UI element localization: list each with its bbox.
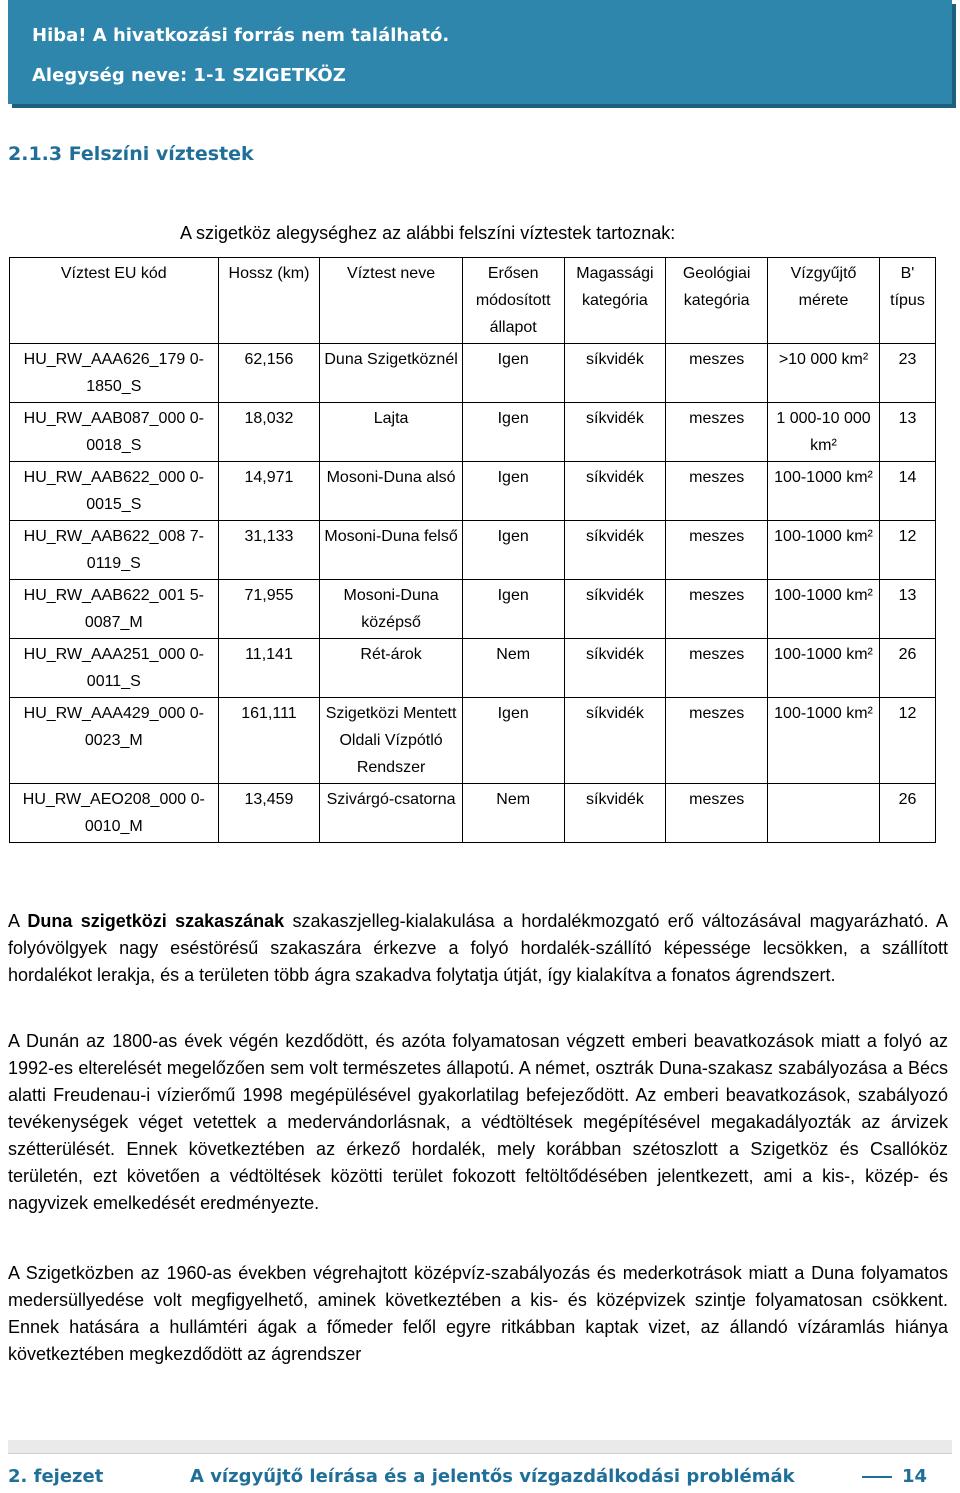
table-cell: Lajta bbox=[320, 403, 462, 462]
table-cell: 12 bbox=[879, 521, 935, 580]
table-cell: 14,971 bbox=[218, 462, 320, 521]
table-cell: Igen bbox=[462, 403, 564, 462]
table-cell: meszes bbox=[666, 462, 768, 521]
col-header: Víztest EU kód bbox=[10, 258, 219, 344]
table-cell: 13,459 bbox=[218, 784, 320, 843]
table-cell: meszes bbox=[666, 344, 768, 403]
table-cell: Rét-árok bbox=[320, 639, 462, 698]
footer-divider bbox=[8, 1440, 952, 1454]
table-cell: 100-1000 km² bbox=[768, 521, 880, 580]
table-cell: Igen bbox=[462, 462, 564, 521]
col-header: Vízgyűjtő mérete bbox=[768, 258, 880, 344]
col-header: Hossz (km) bbox=[218, 258, 320, 344]
table-header-row bbox=[10, 258, 936, 344]
intro-text: A szigetköz alegységhez az alábbi felszíni víztestek tartoznak: bbox=[180, 223, 676, 243]
table-cell: Mosoni-Duna felső bbox=[320, 521, 462, 580]
table-cell: Mosoni-Duna középső bbox=[320, 580, 462, 639]
water-bodies-table bbox=[9, 257, 936, 843]
table-cell: Szigetközi Mentett Oldali Vízpótló Rendszer bbox=[320, 698, 462, 784]
table-cell: 62,156 bbox=[218, 344, 320, 403]
table-cell: Mosoni-Duna alsó bbox=[320, 462, 462, 521]
table-cell: síkvidék bbox=[564, 580, 666, 639]
table-cell: Igen bbox=[462, 580, 564, 639]
table-cell: Szivárgó-csatorna bbox=[320, 784, 462, 843]
paragraph-3: A Szigetközben az 1960-as években végrehajtott középvíz-szabályozás és mederkotrások miatt a Duna folyamatos medersüllyedése volt megfigyelhető, aminek következtében a kis- és középvizek szintje folyamatosan csökkent. Ennek hatására a hullámtéri ágak a főmeder felől egyre ritkábban kaptak vizet, az állandó vízáramlás hiánya következtében megkezdődött az ágrendszer bbox=[8, 1263, 948, 1364]
table-cell: 26 bbox=[879, 639, 935, 698]
table-cell: meszes bbox=[666, 639, 768, 698]
table-cell: 100-1000 km² bbox=[768, 462, 880, 521]
table-cell: 71,955 bbox=[218, 580, 320, 639]
table-cell: HU_RW_AAB622_008 7-0119_S bbox=[10, 521, 219, 580]
paragraph-bold-text: Duna szigetközi szakaszának bbox=[27, 911, 285, 931]
table-row bbox=[10, 462, 936, 521]
table-cell: síkvidék bbox=[564, 462, 666, 521]
table-cell: síkvidék bbox=[564, 639, 666, 698]
table-cell: meszes bbox=[666, 403, 768, 462]
table-row bbox=[10, 344, 936, 403]
table-cell: 12 bbox=[879, 698, 935, 784]
table-cell: síkvidék bbox=[564, 698, 666, 784]
table-cell: 100-1000 km² bbox=[768, 580, 880, 639]
table-cell: 23 bbox=[879, 344, 935, 403]
col-header: Geológiai kategória bbox=[666, 258, 768, 344]
table-cell: meszes bbox=[666, 580, 768, 639]
section-title: 2.1.3 Felszíni víztestek bbox=[8, 143, 254, 165]
page-header bbox=[8, 0, 952, 104]
footer-doc-title: A vízgyűjtő leírása és a jelentős vízgazdálkodási problémák bbox=[190, 1466, 795, 1487]
table-cell: meszes bbox=[666, 698, 768, 784]
table-cell: 100-1000 km² bbox=[768, 639, 880, 698]
table-cell: 13 bbox=[879, 403, 935, 462]
col-header: Víztest neve bbox=[320, 258, 462, 344]
page-footer bbox=[0, 1440, 960, 1493]
table-cell: 14 bbox=[879, 462, 935, 521]
table-row bbox=[10, 698, 936, 784]
table-cell: Igen bbox=[462, 698, 564, 784]
table-cell: 31,133 bbox=[218, 521, 320, 580]
table-row bbox=[10, 784, 936, 843]
table-cell: Duna Szigetköznél bbox=[320, 344, 462, 403]
table-row bbox=[10, 403, 936, 462]
table-row bbox=[10, 521, 936, 580]
paragraph-text: A bbox=[8, 911, 28, 931]
table-cell: síkvidék bbox=[564, 784, 666, 843]
table-cell: Nem bbox=[462, 784, 564, 843]
table-cell: Nem bbox=[462, 639, 564, 698]
table-cell: síkvidék bbox=[564, 403, 666, 462]
paragraph-1 bbox=[8, 908, 948, 989]
table-cell: 100-1000 km² bbox=[768, 698, 880, 784]
table-cell: síkvidék bbox=[564, 344, 666, 403]
table-cell: HU_RW_AAB087_000 0-0018_S bbox=[10, 403, 219, 462]
table-cell: HU_RW_AEO208_000 0-0010_M bbox=[10, 784, 219, 843]
table-row bbox=[10, 639, 936, 698]
footer-chapter: 2. fejezet bbox=[8, 1466, 104, 1487]
table-cell: >10 000 km² bbox=[768, 344, 880, 403]
footer-dash bbox=[862, 1476, 892, 1478]
page-number: 14 bbox=[902, 1466, 928, 1487]
table-cell: Igen bbox=[462, 521, 564, 580]
table-cell: HU_RW_AAA429_000 0-0023_M bbox=[10, 698, 219, 784]
table-cell: 11,141 bbox=[218, 639, 320, 698]
table-cell bbox=[768, 784, 880, 843]
header-unit-name: Alegység neve: 1-1 SZIGETKÖZ bbox=[32, 65, 346, 86]
table-cell: síkvidék bbox=[564, 521, 666, 580]
table-cell: HU_RW_AAA251_000 0-0011_S bbox=[10, 639, 219, 698]
table-cell: 1 000-10 000 km² bbox=[768, 403, 880, 462]
header-error-line: Hiba! A hivatkozási forrás nem található. bbox=[32, 25, 450, 46]
col-header: Magassági kategória bbox=[564, 258, 666, 344]
table-row bbox=[10, 580, 936, 639]
table-cell: HU_RW_AAA626_179 0-1850_S bbox=[10, 344, 219, 403]
table-cell: HU_RW_AAB622_000 0-0015_S bbox=[10, 462, 219, 521]
col-header: B' típus bbox=[879, 258, 935, 344]
table-cell: Igen bbox=[462, 344, 564, 403]
paragraph-text: szakaszjelleg-kialakulása a hordalékmozgató erő változásával magyarázható. A folyóvölgyek nagy eséstörésű szakaszára érkezve a folyó hordalék-szállító képessége lecsökken, a szállított hordalékot lerakja, és a területen több ágra szakadva folytatja útját, így kialakítva a fonatos ágrendszert. bbox=[8, 911, 948, 985]
table-cell: 161,111 bbox=[218, 698, 320, 784]
table-cell: meszes bbox=[666, 784, 768, 843]
table-cell: 13 bbox=[879, 580, 935, 639]
table-cell: HU_RW_AAB622_001 5-0087_M bbox=[10, 580, 219, 639]
table-cell: 18,032 bbox=[218, 403, 320, 462]
col-header: Erősen módosított állapot bbox=[462, 258, 564, 344]
table-cell: 26 bbox=[879, 784, 935, 843]
table-cell: meszes bbox=[666, 521, 768, 580]
paragraph-2: A Dunán az 1800-as évek végén kezdődött, és azóta folyamatosan végzett emberi beavatkozások miatt a folyó az 1992-es elterelését megelőzően sem volt természetes állapotú. A német, osztrák Duna-szakasz szabályozása a Bécs alatti Freudenau-i vízierőmű 1998 megépülésével gyakorlatilag befejeződött. Az emberi beavatkozások, szabályozó tevékenységek véget vetettek a medervándorlásnak, a védtöltések megépítésével megakadályozták az árvizek szétterülését. Ennek következtében az érkező hordalék, mely korábban szétoszlott a Szigetköz és Csallóköz területén, ezt követően a védtöltések közötti terület fokozott feltöltődésében jelentkezett, ami a kis-, közép- és nagyvizek emelkedését eredményezte. bbox=[8, 1031, 948, 1213]
